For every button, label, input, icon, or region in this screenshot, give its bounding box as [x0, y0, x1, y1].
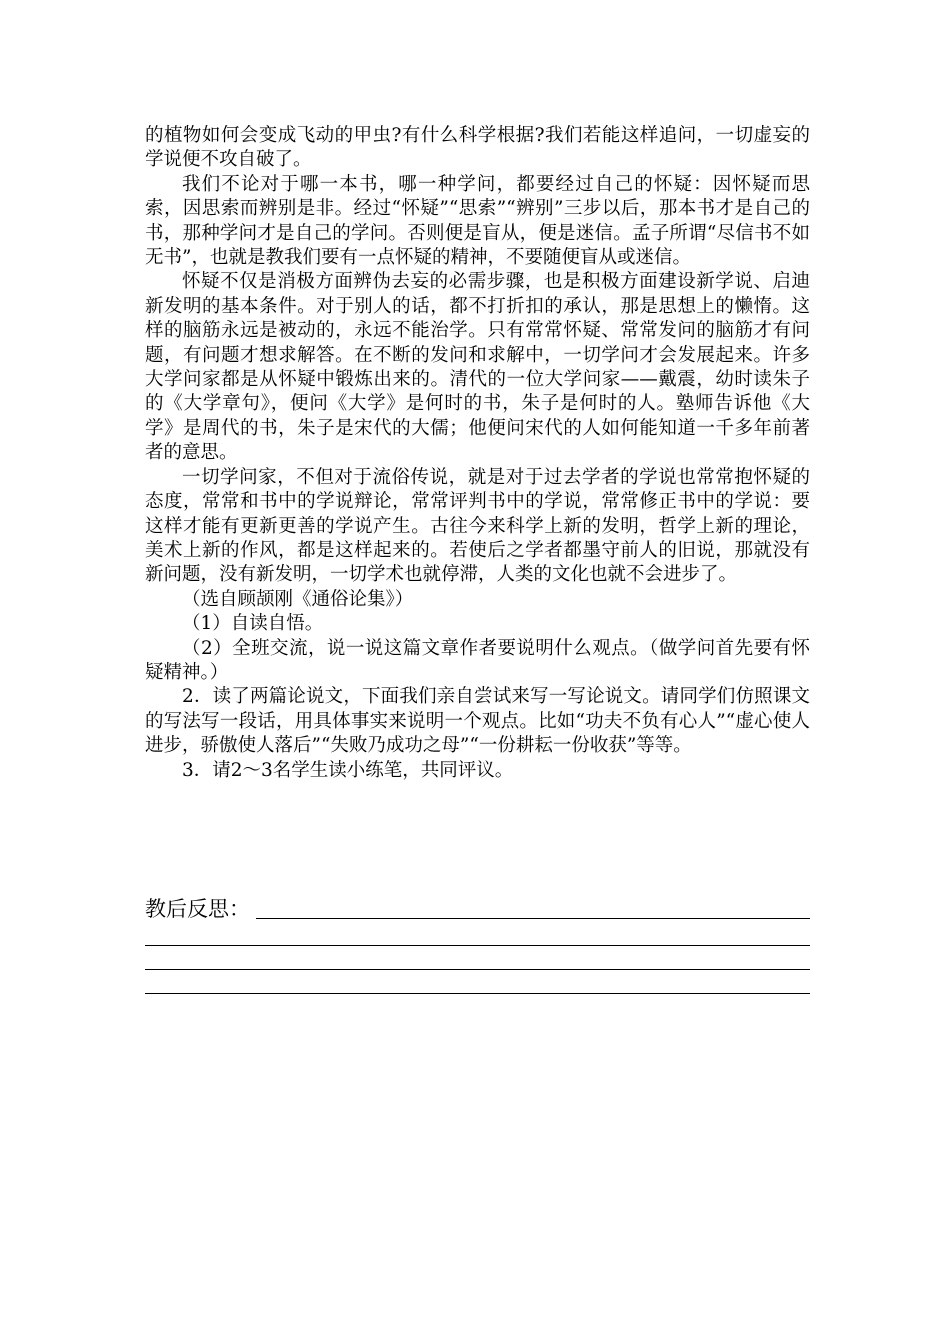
- paragraph-4: 一切学问家，不但对于流俗传说，就是对于过去学者的学说也常常抱怀疑的态度，常常和书中的学说辩论，常常评判书中的学说，常常修正书中的学说：要这样才能有更新更善的学说产生。古往今来科学上新的发明，哲学上新的理论，美术上新的作风，都是这样起来的。若使后之学者都墨守前人的旧说，那就没有新问题，没有新发明，一切学术也就停滞，人类的文化也就不会进步了。: [145, 466, 810, 586]
- reflection-writing-line-1[interactable]: [256, 917, 810, 919]
- document-body: [145, 124, 810, 783]
- task-2: 2．读了两篇论说文，下面我们亲自尝试来写一写论说文。请同学们仿照课文的写法写一段话，用具体事实来说明一个观点。比如“功夫不负有心人”“虚心使人进步，骄傲使人落后”“失败乃成功之母”“一份耕耘一份收获”等等。: [145, 686, 810, 757]
- step-1: （1）自读自悟。: [182, 613, 324, 635]
- source-citation: （选自顾颉刚《通俗论集》）: [182, 588, 414, 610]
- reflection-writing-line-2[interactable]: [145, 944, 810, 946]
- reflection-writing-line-3[interactable]: [145, 968, 810, 970]
- step-2: （2）全班交流，说一说这篇文章作者要说明什么观点。（做学问首先要有怀疑精神。）: [145, 637, 810, 683]
- paragraph-2: 我们不论对于哪一本书，哪一种学问，都要经过自己的怀疑：因怀疑而思索，因思索而辨别是非。经过“怀疑”“思索”“辨别”三步以后，那本书才是自己的书，那种学问才是自己的学问。否则便是盲从，便是迷信。孟子所谓“尽信书不如无书”，也就是教我们要有一点怀疑的精神，不要随便盲从或迷信。: [145, 173, 810, 269]
- paragraph-1: 的植物如何会变成飞动的甲虫?有什么科学根据?我们若能这样追问，一切虚妄的学说便不攻自破了。: [145, 125, 810, 171]
- reflection-writing-line-4[interactable]: [145, 992, 810, 994]
- reflection-label: 教后反思：: [145, 897, 250, 921]
- teaching-reflection-section: [145, 893, 810, 994]
- reflection-header: [145, 893, 810, 921]
- task-3: 3．请2～3名学生读小练笔，共同评议。: [182, 759, 514, 781]
- paragraph-3: 怀疑不仅是消极方面辨伪去妄的必需步骤，也是积极方面建设新学说、启迪新发明的基本条件。对于别人的话，都不打折扣的承认，那是思想上的懒惰。这样的脑筋永远是被动的，永远不能治学。只有常常怀疑、常常发问的脑筋才有问题，有问题才想求解答。在不断的发问和求解中，一切学问才会发展起来。许多大学问家都是从怀疑中锻炼出来的。清代的一位大学问家——戴震，幼时读朱子的《大学章句》，便问《大学》是何时的书，朱子是何时的人。塾师告诉他《大学》是周代的书，朱子是宋代的大儒；他便问宋代的人如何能知道一千多年前著者的意思。: [145, 271, 810, 464]
